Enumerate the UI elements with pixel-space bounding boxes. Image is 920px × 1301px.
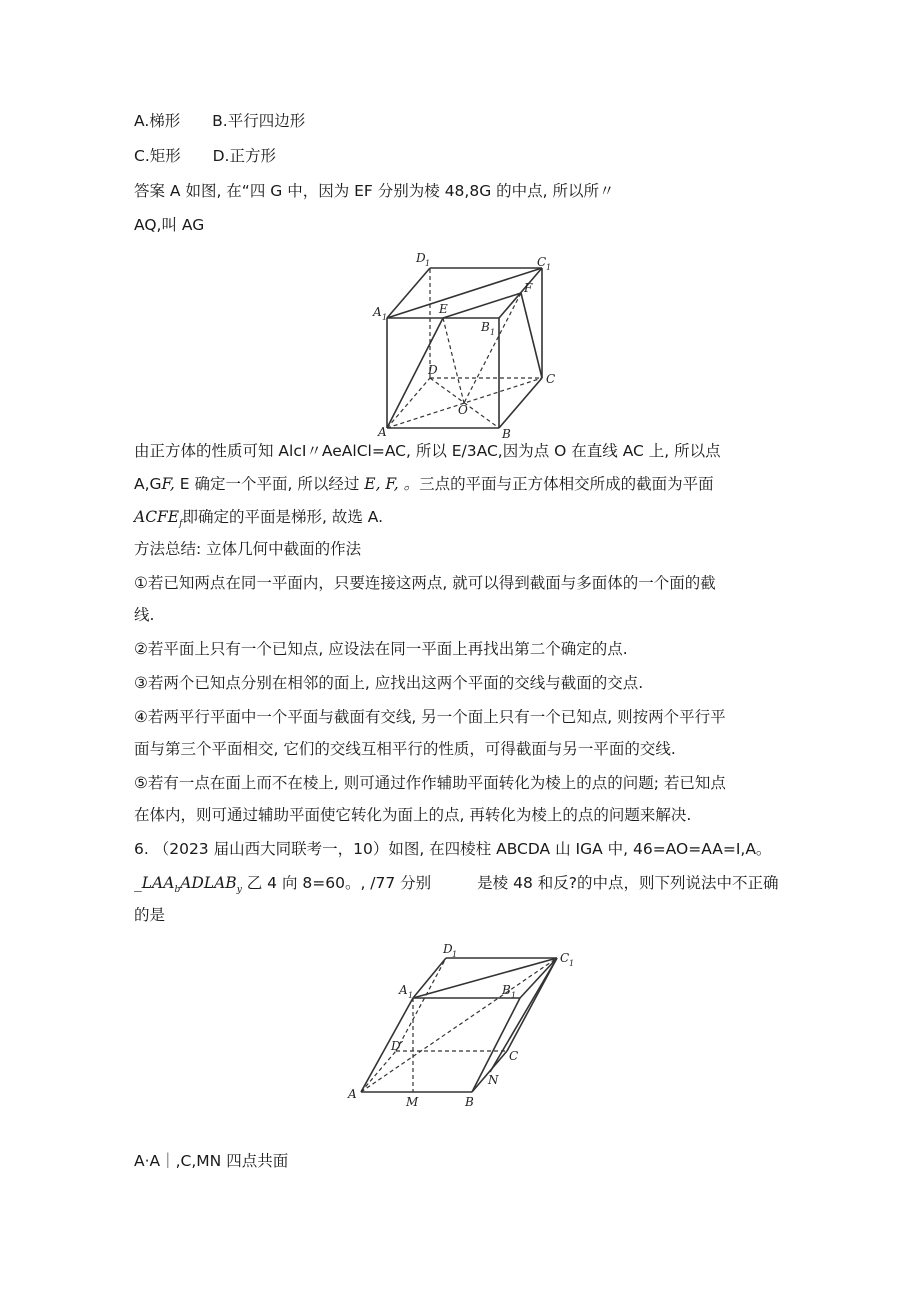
label-B: B bbox=[502, 427, 511, 441]
option-d: D.正方形 bbox=[212, 147, 276, 165]
label-C1-sub: 1 bbox=[546, 263, 552, 272]
option-6a: A·A｜,C,MN 四点共面 bbox=[134, 1152, 289, 1170]
solution-line-2: A,GF, E 确定一个平面, 所以经过 E, F, 。三点的平面与正方体相交所成的截面为平面 bbox=[134, 475, 714, 493]
label-D: D bbox=[428, 363, 438, 377]
question-6-line-3: 的是 bbox=[134, 906, 166, 924]
label-A: A bbox=[348, 1087, 357, 1101]
method-4a: ④若两平行平面中一个平面与截面有交线, 另一个面上只有一个已知点, 则按两个平行平 bbox=[134, 708, 726, 726]
label-D1: D bbox=[416, 251, 426, 265]
method-title: 方法总结: 立体几何中截面的作法 bbox=[134, 540, 362, 558]
label-E: E bbox=[439, 302, 448, 316]
edge-A1-D1 bbox=[413, 958, 446, 998]
method-3: ③若两个已知点分别在相邻的面上, 应找出这两个平面的交线与截面的交点. bbox=[134, 674, 644, 692]
label-M: M bbox=[406, 1095, 419, 1109]
method-2: ②若平面上只有一个已知点, 应设法在同一平面上再找出第二个确定的点. bbox=[134, 640, 628, 658]
answer-line-2: AQ,叫 AG bbox=[134, 216, 205, 234]
hidden-D-D1 bbox=[396, 958, 446, 1051]
label-F: F bbox=[524, 281, 533, 295]
label-B1-sub: 1 bbox=[490, 328, 496, 337]
method-1a: ①若已知两点在同一平面内，只要连接这两点, 就可以得到截面与多面体的一个面的截 bbox=[134, 574, 716, 592]
method-5b: 在体内，则可通过辅助平面使它转化为面上的点, 再转化为棱上的点的问题来解决. bbox=[134, 806, 692, 824]
label-C: C bbox=[546, 372, 556, 386]
label-D1-sub: 1 bbox=[452, 950, 458, 959]
question-6-line-1: 6. （2023 届山西大同联考一，10）如图, 在四棱柱 ABCDA 山 IGA 中, 46=AO=AA=I,A。 bbox=[134, 840, 772, 858]
method-1b: 线. bbox=[134, 606, 155, 624]
label-C1-sub: 1 bbox=[569, 959, 575, 968]
option-b: B.平行四边形 bbox=[212, 112, 306, 130]
label-O: O bbox=[458, 403, 468, 417]
label-N: N bbox=[488, 1073, 499, 1087]
option-c: C.矩形 bbox=[134, 147, 181, 165]
label-B1: B bbox=[481, 320, 490, 334]
label-B: B bbox=[465, 1095, 474, 1109]
label-D1: D bbox=[443, 942, 453, 956]
label-B1-sub: 1 bbox=[511, 991, 517, 1000]
method-5a: ⑤若有一点在面上而不在棱上, 则可通过作作辅助平面转化为棱上的点的问题; 若已知点 bbox=[134, 774, 726, 792]
label-A: A bbox=[378, 425, 387, 439]
solution-line-3: $ACFE_f$即确定的平面是梯形, 故选 A. bbox=[134, 508, 384, 530]
solution-line-1: 由正方体的性质可知 AlcI〃AeAlCl=AC, 所以 E∕3AC,因为点 O 在直线 AC 上, 所以点 bbox=[134, 442, 721, 460]
label-C1: C bbox=[560, 951, 570, 965]
label-D: D′ bbox=[391, 1039, 404, 1053]
question-6-line-2: $\_LAA_bADLAB_y$ 乙 4 向 8=60。, /77 分别 是棱 48 和反?的中点，则下列说法中不正确 bbox=[134, 874, 779, 896]
label-A1-sub: 1 bbox=[382, 313, 388, 322]
label-D1-sub: 1 bbox=[425, 259, 431, 268]
method-4b: 面与第三个平面相交, 它们的交线互相平行的性质，可得截面与另一平面的交线. bbox=[134, 740, 676, 758]
label-C1: C bbox=[537, 255, 547, 269]
edge-A-A1 bbox=[361, 998, 413, 1092]
label-C: C bbox=[509, 1049, 519, 1063]
label-A1-sub: 1 bbox=[408, 991, 414, 1000]
label-A1: A bbox=[373, 305, 382, 319]
answer-line-1: 答案 A 如图, 在“四 G 中，因为 EF 分别为棱 48,8G 的中点, 所以所〃 bbox=[134, 182, 615, 200]
option-a: A.梯形 bbox=[134, 112, 181, 130]
line-A1-C1 bbox=[413, 958, 557, 998]
label-B1: B bbox=[502, 983, 511, 997]
line-N-C1 bbox=[490, 958, 557, 1072]
hidden-A-C1 bbox=[361, 958, 557, 1092]
label-A1: A bbox=[399, 983, 408, 997]
